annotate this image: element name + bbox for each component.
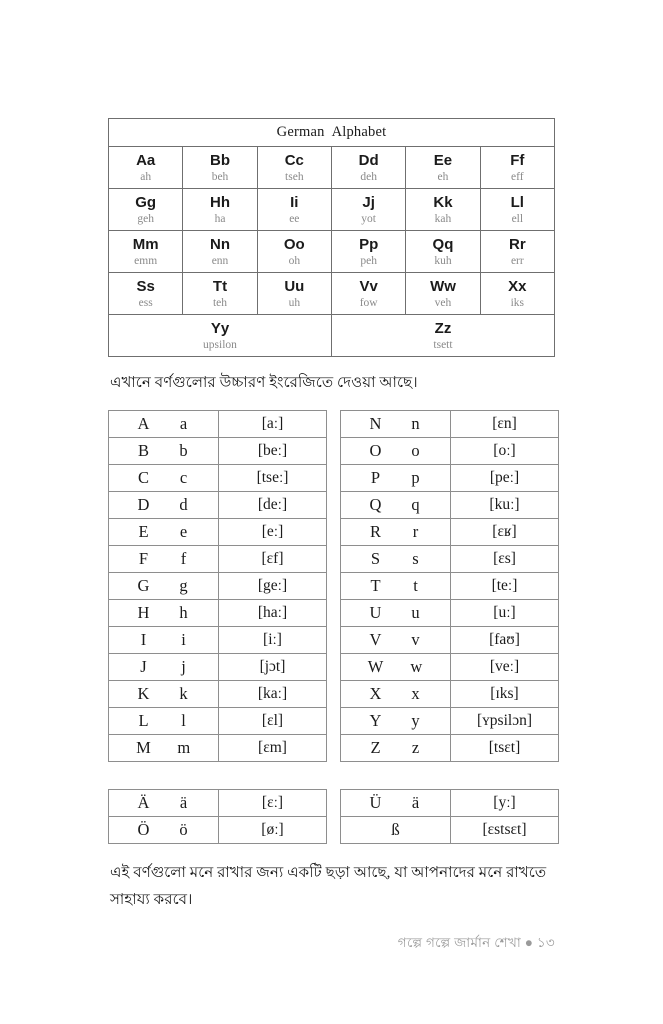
- uppercase-letter: Ö: [137, 820, 150, 839]
- table-row: [341, 654, 559, 681]
- uppercase-letter: N: [369, 414, 382, 433]
- letter-pair: Dd: [358, 151, 379, 169]
- alphabet-cell-i: [257, 189, 331, 231]
- ipa-letters-cell: [341, 492, 451, 519]
- lowercase-letter: o: [411, 441, 420, 460]
- lowercase-letter: f: [180, 549, 187, 568]
- ipa-letters-cell: [341, 735, 451, 762]
- ipa-phonetic-cell: [øː]: [219, 817, 327, 844]
- ipa-letters-cell: [109, 681, 219, 708]
- table-row: [341, 573, 559, 600]
- alphabet-cell-o: [257, 231, 331, 273]
- lowercase-letter: u: [411, 603, 420, 622]
- lowercase-letter: k: [179, 684, 188, 703]
- alphabet-cell-t: [183, 273, 257, 315]
- uppercase-letter: Q: [369, 495, 382, 514]
- pronunciation: ee: [289, 212, 300, 225]
- letter-pair: Pp: [359, 235, 379, 253]
- ipa-phonetic-cell: [deː]: [219, 492, 327, 519]
- alphabet-cell-e: [406, 147, 480, 189]
- uppercase-letter: A: [137, 414, 150, 433]
- ipa-letters-cell: [109, 817, 219, 844]
- uppercase-letter: K: [137, 684, 150, 703]
- ipa-phonetic-cell: [ɪks]: [451, 681, 559, 708]
- ipa-letters-cell: [109, 790, 219, 817]
- lowercase-letter: i: [181, 630, 186, 649]
- table-row: [341, 546, 559, 573]
- ipa-letters-cell: [341, 627, 451, 654]
- umlaut-table-left-body: [109, 790, 327, 844]
- pronunciation: ess: [138, 296, 153, 309]
- alphabet-cell-u: [257, 273, 331, 315]
- ipa-phonetic-cell: [tsɛt]: [451, 735, 559, 762]
- table-row: [109, 147, 555, 189]
- pronunciation: teh: [212, 296, 228, 309]
- letter-pair: Gg: [135, 193, 157, 211]
- pronunciation: ah: [140, 170, 152, 183]
- uppercase-letter: J: [140, 657, 147, 676]
- ipa-phonetic-cell: [veː]: [451, 654, 559, 681]
- ipa-table-left-body: [109, 411, 327, 762]
- pronunciation: peh: [360, 254, 377, 267]
- uppercase-letter: D: [137, 495, 150, 514]
- table-row: [341, 465, 559, 492]
- ipa-table-right-body: [341, 411, 559, 762]
- ipa-letters-cell: [109, 735, 219, 762]
- table-row: [109, 492, 327, 519]
- pronunciation: deh: [360, 170, 377, 183]
- alphabet-cell-j: [331, 189, 405, 231]
- letter-pair: Uu: [284, 277, 305, 295]
- letter-pair: Hh: [209, 193, 230, 211]
- table-row: [341, 790, 559, 817]
- ipa-phonetic-cell: [ɛstsɛt]: [451, 817, 559, 844]
- ipa-phonetic-cell: [ɛf]: [219, 546, 327, 573]
- ipa-phonetic-cell: [yː]: [451, 790, 559, 817]
- ipa-letters-cell: [109, 546, 219, 573]
- lowercase-letter: ä: [179, 793, 188, 812]
- uppercase-letter: E: [138, 522, 149, 541]
- alphabet-cell-v: [331, 273, 405, 315]
- title-word-alphabet: Alphabet: [331, 124, 387, 140]
- ipa-letters-cell: [341, 519, 451, 546]
- eszett-letter-cell: ß: [341, 817, 451, 844]
- table-row: [341, 817, 559, 844]
- table-row: [341, 627, 559, 654]
- title-word-german: German: [276, 124, 325, 140]
- umlaut-table-right: [340, 789, 559, 844]
- pronunciation: emm: [134, 254, 158, 267]
- letter-pair: Mm: [132, 235, 159, 253]
- lowercase-letter: w: [410, 657, 423, 676]
- uppercase-letter: Ä: [137, 793, 150, 812]
- page-footer: গল্পে গল্পে জার্মান শেখা ● ১৩: [397, 935, 555, 950]
- uppercase-letter: O: [369, 441, 382, 460]
- uppercase-letter: Ü: [369, 793, 382, 812]
- lowercase-letter: q: [411, 495, 420, 514]
- uppercase-letter: V: [369, 630, 382, 649]
- ipa-phonetic-cell: [teː]: [451, 573, 559, 600]
- table-row: [341, 681, 559, 708]
- letter-pair: Rr: [508, 235, 526, 253]
- ipa-phonetic-cell: [geː]: [219, 573, 327, 600]
- ipa-phonetic-cell: [jɔt]: [219, 654, 327, 681]
- ipa-letters-cell: [109, 573, 219, 600]
- uppercase-letter: M: [136, 738, 151, 757]
- pronunciation: geh: [137, 212, 154, 225]
- lowercase-letter: z: [411, 738, 420, 757]
- letter-pair: Zz: [434, 319, 452, 337]
- ipa-letters-cell: [341, 438, 451, 465]
- ipa-letters-cell: [341, 790, 451, 817]
- ipa-phonetic-cell: [ɛʁ]: [451, 519, 559, 546]
- lowercase-letter: r: [412, 522, 419, 541]
- letter-pair: Ss: [136, 277, 155, 295]
- uppercase-letter: H: [137, 603, 150, 622]
- alphabet-cell-y: [109, 315, 332, 357]
- ipa-phonetic-cell: [ɛm]: [219, 735, 327, 762]
- letter-pair: Oo: [283, 235, 305, 253]
- lowercase-letter: s: [412, 549, 419, 568]
- lowercase-letter: p: [411, 468, 420, 487]
- pronunciation: beh: [211, 170, 229, 183]
- alphabet-cell-k: [406, 189, 480, 231]
- table-row: [109, 735, 327, 762]
- pronunciation: kuh: [434, 254, 452, 267]
- letter-pair: Ww: [430, 277, 456, 295]
- lowercase-letter: c: [179, 468, 188, 487]
- ipa-phonetic-cell: [aː]: [219, 411, 327, 438]
- pronunciation: ha: [214, 212, 226, 225]
- german-alphabet-title-row: [109, 119, 555, 147]
- ipa-phonetic-cell: [ɛs]: [451, 546, 559, 573]
- german-alphabet-title: [109, 119, 555, 147]
- uppercase-letter: C: [137, 468, 149, 487]
- pronunciation: veh: [434, 296, 452, 309]
- table-row: [341, 600, 559, 627]
- letter-pair: Qq: [432, 235, 454, 253]
- ipa-letters-cell: [109, 654, 219, 681]
- pronunciation: eh: [437, 170, 449, 183]
- uppercase-letter: F: [138, 549, 149, 568]
- alphabet-cell-z: [331, 315, 554, 357]
- lowercase-letter: ö: [179, 820, 188, 839]
- uppercase-letter: Z: [370, 738, 381, 757]
- lowercase-letter: d: [179, 495, 188, 514]
- umlaut-table-left: [108, 789, 327, 844]
- table-row: [341, 438, 559, 465]
- ipa-table-right: [340, 410, 559, 762]
- uppercase-letter: Y: [369, 711, 382, 730]
- letter-pair: Ee: [433, 151, 453, 169]
- letter-pair: Cc: [284, 151, 304, 169]
- ipa-letters-cell: [341, 600, 451, 627]
- table-row: [341, 708, 559, 735]
- table-row: [109, 546, 327, 573]
- table-row: [341, 519, 559, 546]
- lowercase-letter: e: [179, 522, 188, 541]
- alphabet-cell-c: [257, 147, 331, 189]
- bengali-intro-text: এখানে বর্ণগুলোর উচ্চারণ ইংরেজিতে দেওয়া আছে।: [110, 375, 418, 391]
- alphabet-cell-h: [183, 189, 257, 231]
- alphabet-cell-w: [406, 273, 480, 315]
- table-row: [109, 438, 327, 465]
- alphabet-cell-b: [183, 147, 257, 189]
- letter-pair: Ll: [510, 193, 524, 211]
- ipa-letters-cell: [341, 708, 451, 735]
- ipa-phonetic-cell: [haː]: [219, 600, 327, 627]
- table-row: [341, 492, 559, 519]
- lowercase-letter: b: [179, 441, 188, 460]
- table-row: [109, 600, 327, 627]
- table-row: [109, 627, 327, 654]
- uppercase-letter: X: [369, 684, 382, 703]
- ipa-phonetic-cell: [uː]: [451, 600, 559, 627]
- alphabet-cell-p: [331, 231, 405, 273]
- pronunciation: err: [510, 254, 524, 267]
- lowercase-letter: y: [411, 711, 420, 730]
- ipa-table-left: [108, 410, 327, 762]
- letter-pair: Nn: [209, 235, 230, 253]
- ipa-letters-cell: [109, 411, 219, 438]
- lowercase-letter: v: [411, 630, 420, 649]
- ipa-letters-cell: [109, 600, 219, 627]
- ipa-letters-cell: [109, 708, 219, 735]
- pronunciation: enn: [211, 254, 229, 267]
- table-row: [109, 231, 555, 273]
- ipa-letters-cell: [341, 546, 451, 573]
- ipa-letters-cell: [341, 681, 451, 708]
- pronunciation: oh: [288, 254, 301, 267]
- uppercase-letter: I: [140, 630, 147, 649]
- pronunciation: tsett: [433, 338, 453, 351]
- pronunciation: fow: [359, 296, 378, 309]
- alphabet-cell-a: [109, 147, 183, 189]
- alphabet-cell-m: [109, 231, 183, 273]
- lowercase-letter: j: [181, 657, 186, 676]
- ipa-letters-cell: [341, 654, 451, 681]
- pronunciation: yot: [361, 212, 376, 225]
- german-alphabet-body: [109, 119, 555, 357]
- german-alphabet-table: [108, 118, 555, 357]
- ipa-phonetic-cell: [ɛː]: [219, 790, 327, 817]
- table-row: [109, 681, 327, 708]
- lowercase-letter: ä: [411, 793, 420, 812]
- alphabet-cell-g: [109, 189, 183, 231]
- alphabet-cell-r: [480, 231, 554, 273]
- ipa-phonetic-cell: [oː]: [451, 438, 559, 465]
- lowercase-letter: x: [411, 684, 420, 703]
- table-row: [109, 654, 327, 681]
- letter-pair: Tt: [212, 277, 228, 295]
- pronunciation: ell: [511, 212, 524, 225]
- alphabet-cell-l: [480, 189, 554, 231]
- ipa-letters-cell: [109, 519, 219, 546]
- letter-pair: Vv: [359, 277, 378, 295]
- table-row: [109, 315, 555, 357]
- lowercase-letter: n: [411, 414, 420, 433]
- pronunciation: uh: [288, 296, 301, 309]
- ipa-phonetic-cell: [beː]: [219, 438, 327, 465]
- ipa-phonetic-cell: [iː]: [219, 627, 327, 654]
- ipa-phonetic-cell: [ɛn]: [451, 411, 559, 438]
- ipa-phonetic-cell: [kaː]: [219, 681, 327, 708]
- ipa-phonetic-cell: [tseː]: [219, 465, 327, 492]
- letter-pair: Jj: [362, 193, 375, 211]
- letter-pair: Ff: [510, 151, 525, 169]
- alphabet-cell-x: [480, 273, 554, 315]
- letter-pair: Kk: [433, 193, 453, 211]
- ipa-phonetic-cell: [kuː]: [451, 492, 559, 519]
- lowercase-letter: g: [179, 576, 188, 595]
- ipa-letters-cell: [341, 465, 451, 492]
- alphabet-cell-f: [480, 147, 554, 189]
- lowercase-letter: a: [179, 414, 188, 433]
- lowercase-letter: m: [177, 738, 191, 757]
- alphabet-cell-q: [406, 231, 480, 273]
- ipa-letters-cell: [109, 438, 219, 465]
- alphabet-cell-d: [331, 147, 405, 189]
- table-row: [109, 465, 327, 492]
- pronunciation: kah: [434, 212, 452, 225]
- pronunciation: eff: [511, 170, 524, 183]
- alphabet-cell-s: [109, 273, 183, 315]
- table-row: [109, 519, 327, 546]
- letter-pair: Bb: [209, 151, 230, 169]
- pronunciation: iks: [510, 296, 525, 309]
- uppercase-letter: S: [370, 549, 381, 568]
- umlaut-table-right-body: [341, 790, 559, 844]
- ipa-phonetic-cell: [ɛl]: [219, 708, 327, 735]
- ipa-phonetic-cell: [ʏpsilɔn]: [451, 708, 559, 735]
- table-row: [109, 708, 327, 735]
- letter-pair: Aa: [136, 151, 156, 169]
- lowercase-letter: h: [179, 603, 188, 622]
- table-row: [109, 189, 555, 231]
- lowercase-letter: l: [181, 711, 186, 730]
- table-row: [109, 411, 327, 438]
- uppercase-letter: P: [370, 468, 381, 487]
- table-row: [341, 411, 559, 438]
- alphabet-cell-n: [183, 231, 257, 273]
- pronunciation: upsilon: [203, 338, 237, 351]
- table-row: [109, 573, 327, 600]
- lowercase-letter: t: [413, 576, 418, 595]
- ipa-letters-cell: [109, 627, 219, 654]
- ipa-letters-cell: [109, 465, 219, 492]
- table-row: [109, 273, 555, 315]
- ipa-letters-cell: [341, 573, 451, 600]
- uppercase-letter: T: [370, 576, 381, 595]
- table-row: [109, 790, 327, 817]
- ipa-phonetic-cell: [peː]: [451, 465, 559, 492]
- uppercase-letter: W: [367, 657, 384, 676]
- letter-pair: Ii: [290, 193, 299, 211]
- uppercase-letter: R: [369, 522, 381, 541]
- uppercase-letter: G: [137, 576, 150, 595]
- pronunciation: tseh: [285, 170, 304, 183]
- ipa-letters-cell: [341, 411, 451, 438]
- table-row: [341, 735, 559, 762]
- letter-pair: Yy: [210, 319, 230, 337]
- ipa-phonetic-cell: [eː]: [219, 519, 327, 546]
- uppercase-letter: B: [137, 441, 149, 460]
- uppercase-letter: L: [138, 711, 149, 730]
- uppercase-letter: U: [369, 603, 382, 622]
- table-row: [109, 817, 327, 844]
- bengali-outro-text: এই বর্ণগুলো মনে রাখার জন্য একটি ছড়া আছে, যা আপনাদের মনে রাখতে সাহায্য করবে।: [110, 865, 551, 908]
- letter-pair: Xx: [508, 277, 527, 295]
- ipa-phonetic-cell: [faʊ]: [451, 627, 559, 654]
- ipa-letters-cell: [109, 492, 219, 519]
